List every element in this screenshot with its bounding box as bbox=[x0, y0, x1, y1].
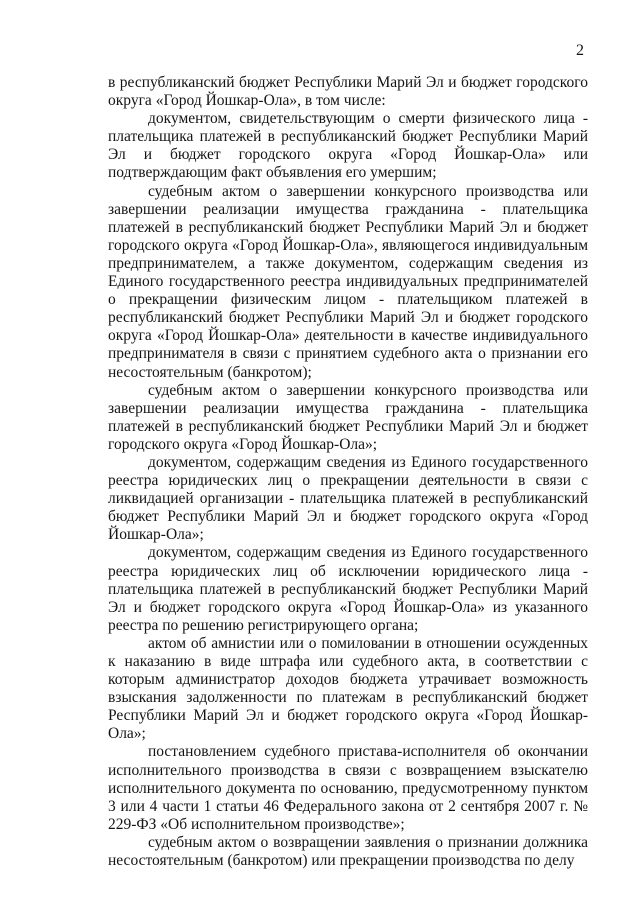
paragraph-liquidation: документом, содержащим сведения из Единого государственного реестра юридических лиц о прекращении деятельности в связи с ликвидацией организации - плательщика платежей в республиканский бюджет Республики Марий Эл и бюджет городского округа «Город Йошкар-Ола»; bbox=[108, 453, 588, 544]
paragraph-bailiff-resolution: постановлением судебного пристава-исполнителя об окончании исполнительного производства в связи с возвращением взыскателю исполнительного документа по основанию, предусмотренному пунктом 3 или 4 части 1 статьи 46 Федерального закона от 2 сентября 2007 г. № 229-ФЗ «Об исполнительном производстве»; bbox=[108, 743, 588, 833]
paragraph-death-document: документом, свидетельствующим о смерти физического лица - плательщика платежей в республиканский бюджет Республики Марий Эл и бюджет городского округа «Город Йошкар-Ола» или подтверждающим факт объявления его умершим; bbox=[108, 110, 588, 182]
paragraph-exclusion-registry: документом, содержащим сведения из Единого государственного реестра юридических лиц об исключении юридического лица - плательщика платежей в республиканский бюджет Республики Марий Эл и бюджет городского округа «Город Йошкар-Ола» из указанного реестра по решению регистрирующего органа; bbox=[108, 544, 588, 634]
page-number: 2 bbox=[576, 42, 584, 59]
paragraph-bankruptcy-entrepreneur: судебным актом о завершении конкурсного производства или завершении реализации имущества гражданина - плательщика платежей в республиканский бюджет Республики Марий Эл и бюджет городского округа «Город Йошкар-Ола», являющегося индивидуальным предпринимателем, а также документом, содержащим сведения из Единого государственного реестра индивидуальных предпринимателей о прекращении физическим лицом - плательщиком платежей в республиканский бюджет Республики Марий Эл и бюджет городского округа «Город Йошкар-Ола» деятельности в качестве индивидуального предпринимателя в связи с принятием судебного акта о признании его несостоятельным (банкротом); bbox=[108, 182, 588, 381]
document-body bbox=[108, 74, 588, 870]
paragraph-amnesty: актом об амнистии или о помиловании в отношении осужденных к наказанию в виде штрафа или судебного акта, в соответствии с которым администратор доходов бюджета утрачивает возможность взыскания задолженности по платежам в республиканский бюджет Республики Марий Эл и бюджет городского округа «Город Йошкар-Ола»; bbox=[108, 634, 588, 743]
paragraph-continuation: в республиканский бюджет Республики Марий Эл и бюджет городского округа «Город Йошкар-Ола», в том числе: bbox=[108, 74, 588, 110]
paragraph-bankruptcy-citizen: судебным актом о завершении конкурсного производства или завершении реализации имущества гражданина - плательщика платежей в республиканский бюджет Республики Марий Эл и бюджет городского округа «Город Йошкар-Ола»; bbox=[108, 381, 588, 453]
paragraph-court-return: судебным актом о возвращении заявления о признании должника несостоятельным (банкротом) или прекращении производства по делу bbox=[108, 833, 588, 870]
